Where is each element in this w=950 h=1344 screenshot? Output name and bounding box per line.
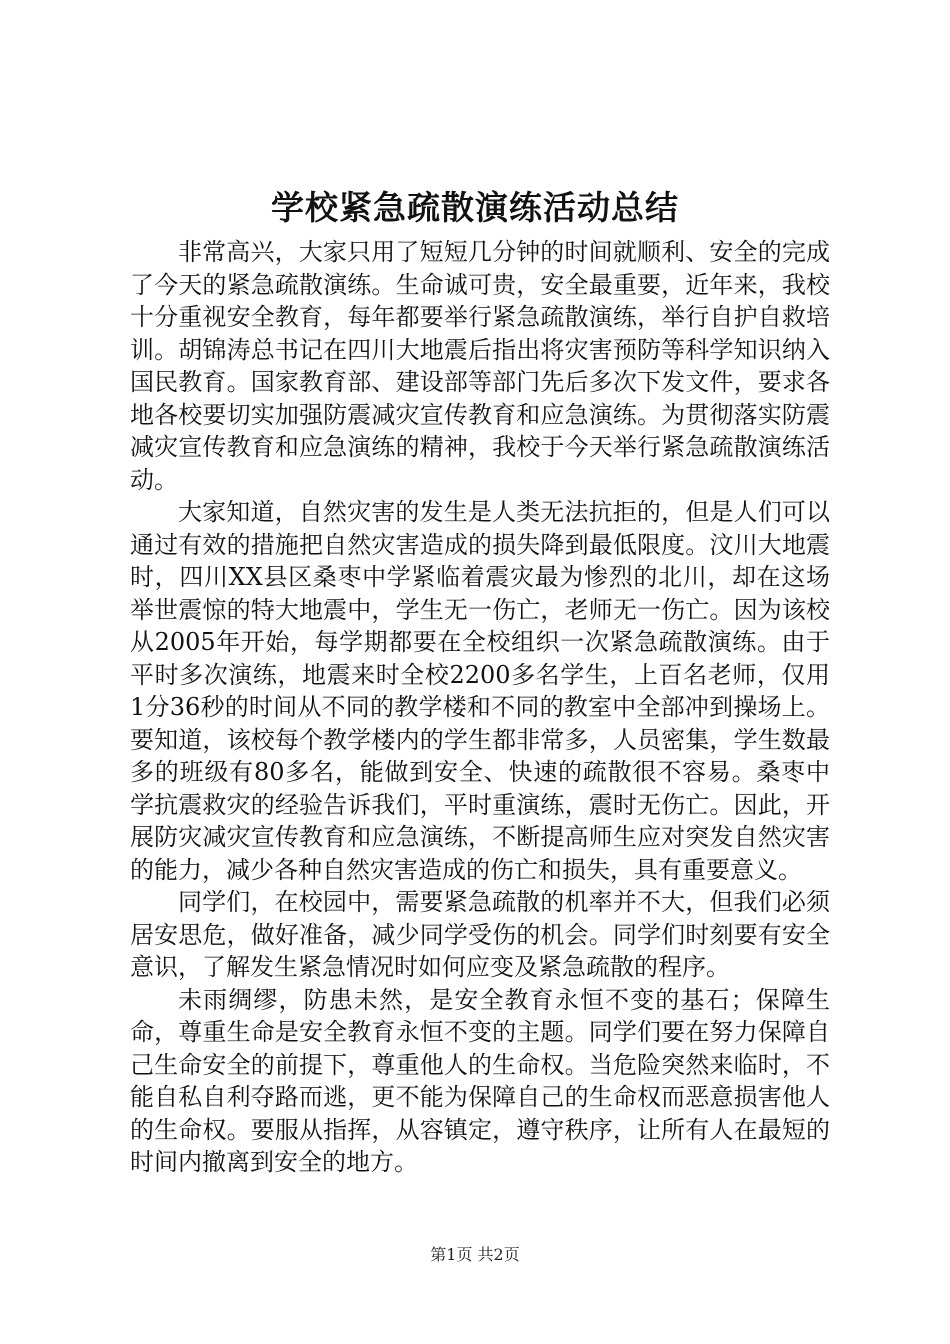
document-title: 学校紧急疏散演练活动总结: [271, 188, 679, 227]
document-body: [130, 236, 830, 1179]
paragraph-3: 同学们，在校园中，需要紧急疏散的机率并不大，但我们必须居安思危，做好准备，减少同学受伤的机会。同学们时刻要有安全意识，了解发生紧急情况时如何应变及紧急疏散的程序。: [130, 888, 830, 981]
paragraph-1: 非常高兴，大家只用了短短几分钟的时间就顺利、安全的完成了今天的紧急疏散演练。生命诚可贵，安全最重要，近年来，我校十分重视安全教育，每年都要举行紧急疏散演练，举行自护自救培训。胡锦涛总书记在四川大地震后指出将灾害预防等科学知识纳入国民教育。国家教育部、建设部等部门先后多次下发文件，要求各地各校要切实加强防震减灾宣传教育和应急演练。为贯彻落实防震减灾宣传教育和应急演练的精神，我校于今天举行紧急疏散演练活动。: [130, 238, 830, 494]
paragraph-4: 未雨绸缪，防患未然，是安全教育永恒不变的基石；保障生命，尊重生命是安全教育永恒不变的主题。同学们要在努力保障自己生命安全的前提下，尊重他人的生命权。当危险突然来临时，不能自私自利夺路而逃，更不能为保障自己的生命权而恶意损害他人的生命权。要服从指挥，从容镇定，遵守秩序，让所有人在最短的时间内撤离到安全的地方。: [130, 985, 830, 1176]
page-number-footer: 第1页 共2页: [430, 1245, 520, 1264]
paragraph-2: 大家知道，自然灾害的发生是人类无法抗拒的，但是人们可以通过有效的措施把自然灾害造成的损失降到最低限度。汶川大地震时，四川XX县区桑枣中学紧临着震灾最为惨烈的北川，却在这场举世震惊的特大地震中，学生无一伤亡，老师无一伤亡。因为该校从2005年开始，每学期都要在全校组织一次紧急疏散演练。由于平时多次演练，地震来时全校2200多名学生，上百名老师，仅用1分36秒的时间从不同的教学楼和不同的教室中全部冲到操场上。要知道，该校每个教学楼内的学生都非常多，人员密集，学生数最多的班级有80多名，能做到安全、快速的疏散很不容易。桑枣中学抗震救灾的经验告诉我们，平时重演练，震时无伤亡。因此，开展防灾减灾宣传教育和应急演练，不断提高师生应对突发自然灾害的能力，减少各种自然灾害造成的伤亡和损失，具有重要意义。: [130, 498, 830, 884]
